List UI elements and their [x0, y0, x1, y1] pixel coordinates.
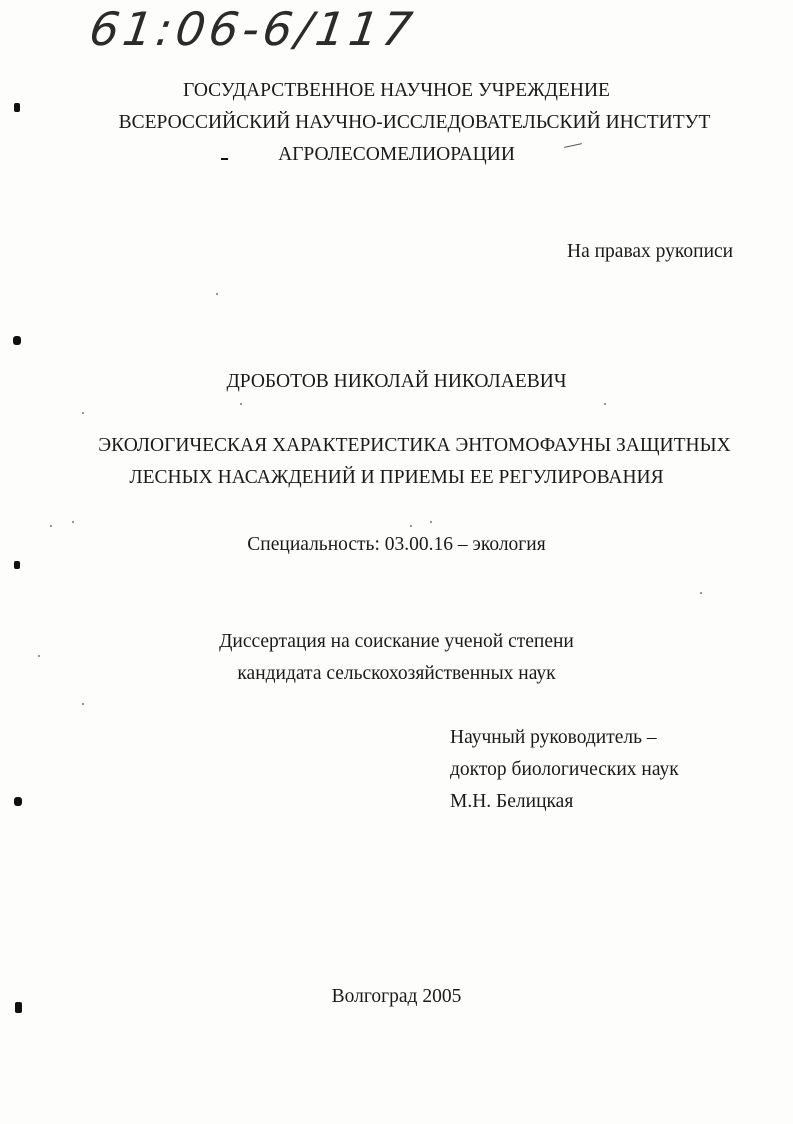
- institution-line-1: ГОСУДАРСТВЕННОЕ НАУЧНОЕ УЧРЕЖДЕНИЕ: [183, 80, 610, 101]
- specialty: Специальность: 03.00.16 – экология: [247, 534, 546, 555]
- scan-speck: [410, 525, 412, 527]
- binding-mark: [14, 797, 22, 806]
- degree-line-2: кандидата сельскохозяйственных наук: [237, 663, 556, 684]
- binding-mark: [15, 1002, 22, 1013]
- scan-speck: [700, 592, 702, 594]
- supervisor-degree: доктор биологических наук: [450, 759, 679, 780]
- scan-speck: [50, 525, 52, 527]
- supervisor-name: М.Н. Белицкая: [450, 791, 574, 812]
- scan-speck: [221, 158, 228, 160]
- degree-line-1: Диссертация на соискание ученой степени: [219, 631, 574, 652]
- thesis-title-line-1: ЭКОЛОГИЧЕСКАЯ ХАРАКТЕРИСТИКА ЭНТОМОФАУНЫ ЗАЩИТНЫХ: [98, 435, 731, 456]
- scan-speck: [72, 521, 74, 523]
- binding-mark: [14, 103, 20, 112]
- scan-speck: [604, 403, 606, 405]
- supervisor-role: Научный руководитель –: [450, 727, 657, 748]
- binding-mark: [13, 336, 21, 345]
- scan-speck: [430, 521, 432, 523]
- institution-line-3: АГРОЛЕСОМЕЛИОРАЦИИ: [278, 144, 515, 165]
- scan-speck: [82, 703, 84, 705]
- scan-speck: [240, 403, 242, 405]
- archive-code-handwritten: 61:06-6/117: [86, 2, 420, 56]
- scan-speck: [82, 412, 84, 414]
- scan-speck: [38, 655, 40, 657]
- binding-mark: [14, 561, 20, 569]
- place-year: Волгоград 2005: [331, 986, 462, 1007]
- institution-line-2: ВСЕРОССИЙСКИЙ НАУЧНО-ИССЛЕДОВАТЕЛЬСКИЙ ИНСТИТУТ: [118, 112, 711, 133]
- thesis-title-line-2: ЛЕСНЫХ НАСАЖДЕНИЙ И ПРИЕМЫ ЕЕ РЕГУЛИРОВАНИЯ: [129, 467, 664, 488]
- scan-speck: [216, 293, 218, 295]
- manuscript-note: На правах рукописи: [567, 241, 734, 262]
- author-name: ДРОБОТОВ НИКОЛАЙ НИКОЛАЕВИЧ: [226, 371, 567, 392]
